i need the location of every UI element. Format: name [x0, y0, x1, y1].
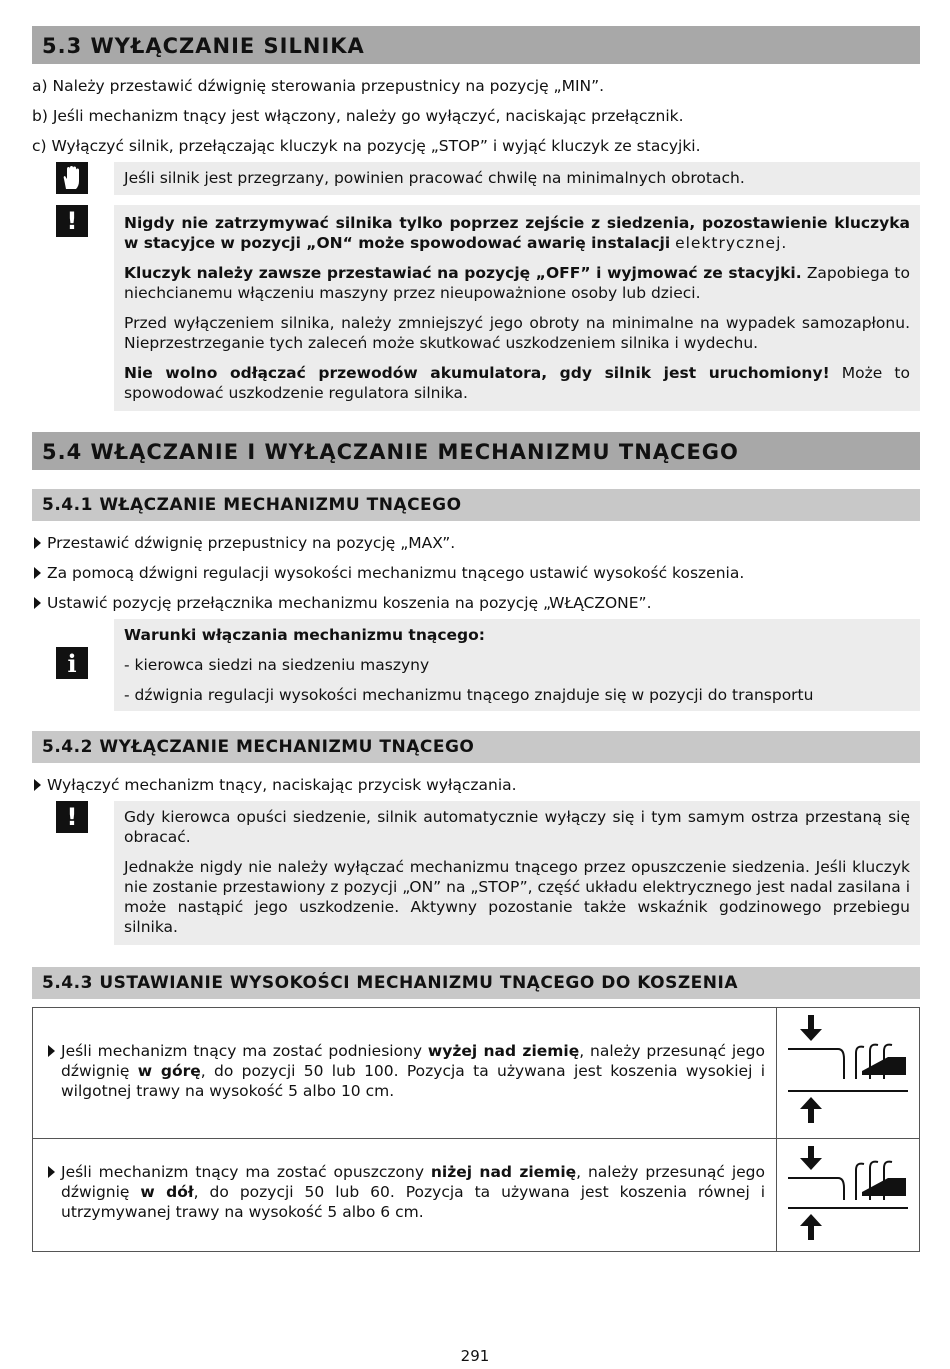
warning-note-engine	[32, 205, 920, 411]
height-adjust-table	[32, 1007, 920, 1252]
hand-stop-icon	[56, 162, 88, 194]
table-row	[33, 1139, 920, 1252]
table-row	[33, 1008, 920, 1139]
section-5-4-2-title: 5.4.2 WYŁĄCZANIE MECHANIZMU TNĄCEGO	[32, 731, 920, 763]
list-item: Wyłączyć mechanizm tnący, naciskając przycisk wyłączania.	[32, 775, 920, 795]
section-5-4-title: 5.4 WŁĄCZANIE I WYŁĄCZANIE MECHANIZMU TNĄCEGO	[32, 432, 920, 470]
section-5-4-3-title: 5.4.3 USTAWIANIE WYSOKOŚCI MECHANIZMU TNĄCEGO DO KOSZENIA	[32, 967, 920, 999]
warning-2-rest: Zapobiega to niechcianemu włączeniu maszyny przez nieupoważnione osoby lub dzieci.	[124, 264, 910, 302]
cutter-warning-1: Gdy kierowca opuści siedzenie, silnik automatycznie wyłączy się i tym samym ostrza przestaną się obracać.	[124, 808, 910, 846]
warning-1-bold: Nigdy nie zatrzymywać silnika tylko poprzez zejście z siedzenia, pozostawienie kluczyka w stacyjce w pozycji „ON“ może spowodować awarię instalacji	[124, 214, 910, 252]
bullet-arrow-icon	[34, 537, 41, 549]
cut-height-raise-icon	[778, 1009, 918, 1133]
info-condition-1: - kierowca siedzi na siedzeniu maszyny	[124, 656, 430, 674]
warning-paragraph-3: Przed wyłączeniem silnika, należy zmniejszyć jego obroty na minimalne na wypadek samozapłonu. Nieprzestrzeganie tych zaleceń może skutkować uszkodzeniem silnika i wydechu.	[124, 314, 910, 352]
list-item: Ustawić pozycję przełącznika mechanizmu koszenia na pozycję „WŁĄCZONE”.	[32, 593, 920, 613]
warning-note-cutter	[32, 801, 920, 945]
exclamation-icon: !	[56, 205, 88, 237]
bullet-arrow-icon	[48, 1045, 55, 1057]
bullet-arrow-icon	[48, 1166, 55, 1178]
lower-instruction: Jeśli mechanizm tnący ma zostać opuszczony niżej nad ziemię, należy przesunąć jego dźwignię w dół, do pozycji 50 lub 60. Pozycja ta używana jest koszenia równej i utrzymywanej trawy na wysokość 5 albo 6 cm.	[61, 1163, 766, 1221]
list-item: Przestawić dźwignię przepustnicy na pozycję „MAX”.	[32, 533, 920, 553]
cut-height-lower-icon	[778, 1140, 918, 1246]
warning-2-bold: Kluczyk należy zawsze przestawiać na pozycję „OFF” i wyjmować ze stacyjki.	[124, 264, 802, 282]
bullet-arrow-icon	[34, 567, 41, 579]
hand-note	[32, 162, 920, 195]
section-5-4-1-title: 5.4.1 WŁĄCZANIE MECHANIZMU TNĄCEGO	[32, 489, 920, 521]
bullet-arrow-icon	[34, 779, 41, 791]
warning-paragraph-1	[124, 213, 910, 253]
step-a: a) Należy przestawić dźwignię sterowania przepustnicy na pozycję „MIN”.	[32, 77, 605, 95]
bullet-arrow-icon	[34, 597, 41, 609]
cutter-warning-2: Jednakże nigdy nie należy wyłączać mechanizmu tnącego przez opuszczenie siedzenia. Jeśli kluczyk nie zostanie przestawiony z pozycji „ON” na „STOP”, część układu elektrycznego jest nadal zasilana i może nastąpić jego uszkodzenie. Aktywny pozostanie także wskaźnik godzinowego przebiegu silnika.	[124, 858, 910, 936]
info-title: Warunki włączania mechanizmu tnącego:	[124, 626, 485, 644]
section-5-3-title: 5.3 WYŁĄCZANIE SILNIKA	[32, 26, 920, 64]
warning-4-rest: Może to spowodować uszkodzenie regulatora silnika.	[124, 364, 910, 402]
warning-paragraph-4	[124, 363, 910, 403]
page-number: 291	[460, 1347, 490, 1365]
exclamation-icon: !	[56, 801, 88, 833]
info-condition-2: - dźwignia regulacji wysokości mechanizmu tnącego znajduje się w pozycji do transportu	[124, 686, 814, 704]
warning-1-rest: elektrycznej.	[675, 234, 788, 252]
raise-instruction: Jeśli mechanizm tnący ma zostać podniesiony wyżej nad ziemię, należy przesunąć jego dźwignię w górę, do pozycji 50 lub 100. Pozycja ta używana jest koszenia wysokiej i wilgotnej trawy na wysokość 5 albo 10 cm.	[61, 1042, 765, 1100]
step-b: b) Jeśli mechanizm tnący jest włączony, należy go wyłączyć, naciskając przełącznik.	[32, 107, 684, 125]
list-item: Za pomocą dźwigni regulacji wysokości mechanizmu tnącego ustawić wysokość koszenia.	[32, 563, 920, 583]
hand-note-text: Jeśli silnik jest przegrzany, powinien pracować chwilę na minimalnych obrotach.	[124, 169, 745, 187]
warning-paragraph-2	[124, 263, 910, 303]
step-c: c) Wyłączyć silnik, przełączając kluczyk na pozycję „STOP” i wyjąć kluczyk ze stacyjki.	[32, 137, 701, 155]
info-note	[32, 619, 920, 711]
warning-4-bold: Nie wolno odłączać przewodów akumulatora, gdy silnik jest uruchomiony!	[124, 364, 830, 382]
info-icon: i	[56, 647, 88, 679]
manual-page	[32, 26, 920, 1252]
